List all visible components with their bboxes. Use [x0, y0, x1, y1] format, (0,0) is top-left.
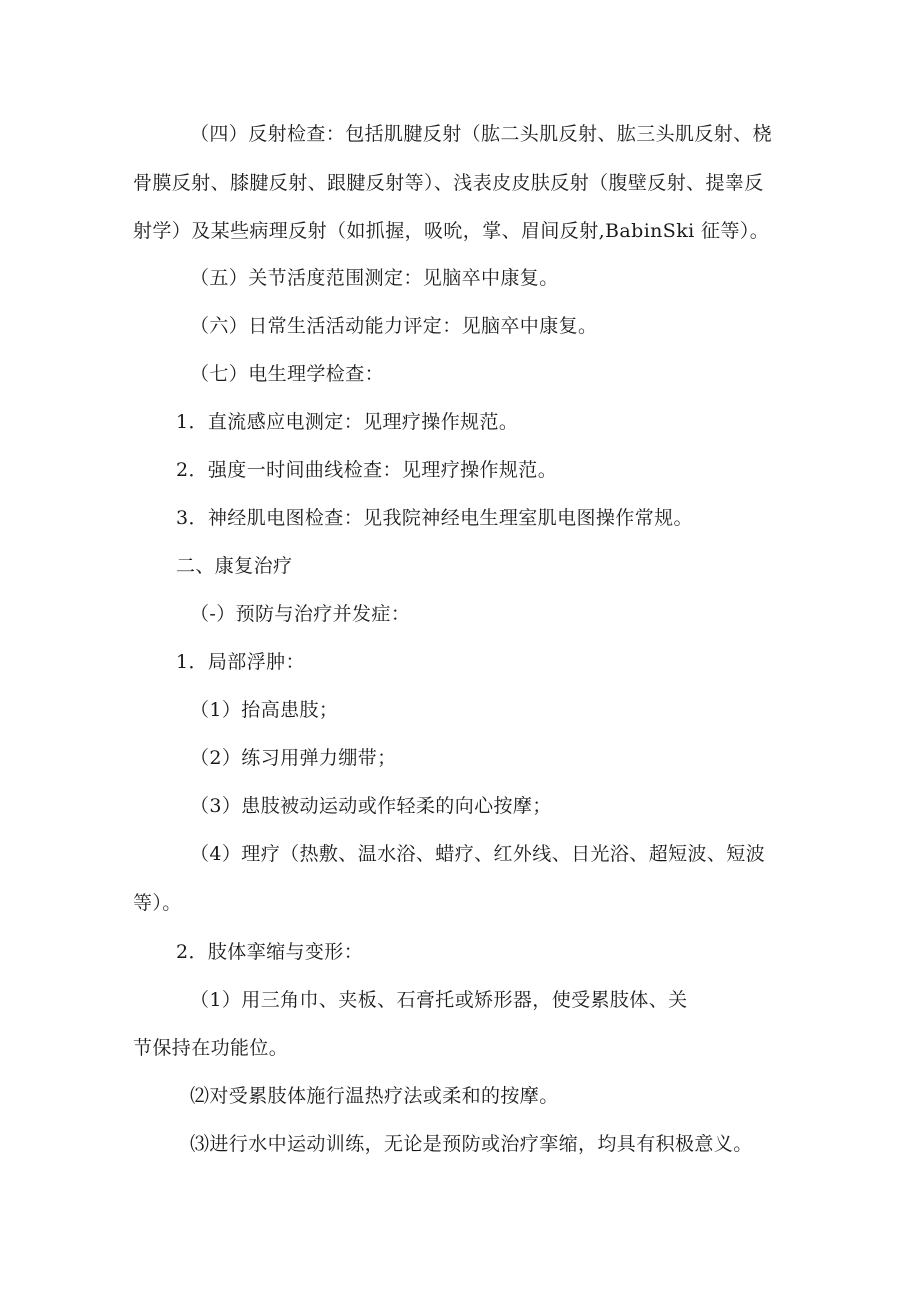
- paragraph-joint-range: （五）关节活度范围测定：见脑卒中康复。: [190, 267, 559, 289]
- subitem-thermal-therapy: ⑵对受累肢体施行温热疗法或柔和的按摩。: [190, 1085, 559, 1107]
- subitem-splint-line-2: 节保持在功能位。: [133, 1037, 289, 1059]
- subitem-elevate-limb: （1）抬高患肢；: [190, 699, 339, 721]
- paragraph-reflex-exam-line-3: 射学）及某些病理反射（如抓握，吸吮，掌、眉间反射,BabinSki 征等）。: [133, 220, 770, 242]
- item-strength-duration-curve: 2．强度一时间曲线检查：见理疗操作规范。: [176, 459, 558, 481]
- heading-complications: （-）预防与治疗并发症：: [190, 603, 411, 625]
- item-emg-exam: 3．神经肌电图检查：见我院神经电生理室肌电图操作常规。: [176, 507, 693, 529]
- subitem-physiotherapy-line-2: 等）。: [133, 892, 182, 914]
- subitem-water-exercise: ⑶进行水中运动训练，无论是预防或治疗挛缩，均具有积极意义。: [190, 1133, 753, 1155]
- subitem-elastic-bandage: （2）练习用弹力绷带；: [190, 747, 397, 769]
- paragraph-reflex-exam-line-2: 骨膜反射、膝腱反射、跟腱反射等）、浅表皮皮肤反射（腹壁反射、提睾反: [133, 172, 764, 194]
- subitem-physiotherapy-line-1: （4）理疗（热敷、温水浴、蜡疗、红外线、日光浴、超短波、短波: [190, 843, 766, 865]
- item-limb-contracture: 2．肢体挛缩与变形：: [176, 941, 364, 963]
- item-dc-induction-test: 1．直流感应电测定：见理疗操作规范。: [176, 411, 519, 433]
- item-local-edema: 1．局部浮肿：: [176, 651, 305, 673]
- paragraph-reflex-exam-line-1: （四）反射检查：包括肌腱反射（肱二头肌反射、肱三头肌反射、桡: [190, 123, 773, 145]
- subitem-splint-line-1: （1）用三角巾、夹板、石膏托或矫形器，使受累肢体、关: [190, 989, 688, 1011]
- paragraph-adl-assessment: （六）日常生活活动能力评定：见脑卒中康复。: [190, 315, 598, 337]
- subitem-passive-movement: （3）患肢被动运动或作轻柔的向心按摩；: [190, 795, 552, 817]
- heading-rehab-treatment: 二、康复治疗: [176, 555, 293, 577]
- heading-electrophysiology: （七）电生理学检查：: [190, 363, 385, 385]
